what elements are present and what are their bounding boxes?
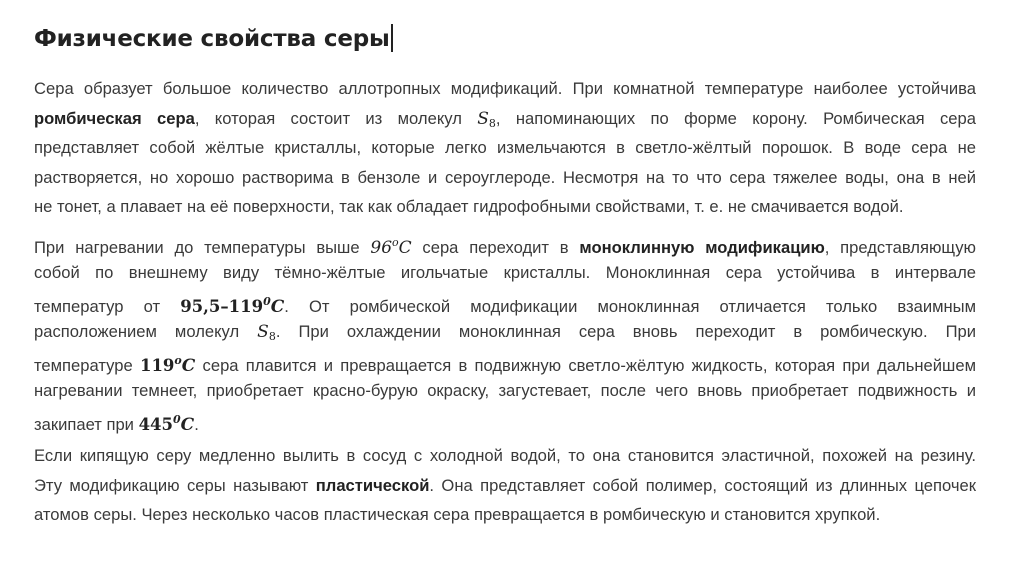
p3-line-2: Эту модификацию серы называют пластической. Она представляет собой полимер, состоящий из длинных цепочек xyxy=(34,475,976,495)
p1-line-4: растворяется, но хорошо растворима в бензоле и сероуглероде. Несмотря на то что сера тяжелее воды, она в ней xyxy=(34,167,976,187)
p3-line-1: Если кипящую серу медленно вылить в сосуд с холодной водой, то она становится эластичной, похожей на резину. xyxy=(34,446,976,465)
p2-line-2: собой по внешнему виду тёмно-жёлтые игольчатые кристаллы. Моноклинная сера устойчива в интервале xyxy=(34,262,976,282)
formula-s8: $S_8$ xyxy=(477,108,496,130)
p1-line-3: представляет собой жёлтые кристаллы, которые легко измельчаются в светло-жёлтый порошок. В воде сера не xyxy=(34,138,976,157)
page-title xyxy=(34,24,393,52)
p1-line-2: ромбическая сера, которая состоит из молекул $S_8$, напоминающих по форме корону. Ромбическая сера xyxy=(34,108,976,130)
p2-line-7: закипает при $445^0C$. xyxy=(34,413,199,435)
formula-s8: $S_8$ xyxy=(257,321,276,343)
title-text: Физические свойства серы xyxy=(34,26,390,52)
p3-line-3: атомов серы. Через несколько часов пластическая сера превращается в ромбическую и становится хрупкой. xyxy=(34,505,881,524)
term-plastic: пластической xyxy=(315,475,430,495)
p2-line-6: нагревании темнеет, приобретает красно-бурую окраску, загустевает, после чего вновь приобретает подвижность и xyxy=(34,380,976,400)
p2-line-5: температуре 119$^o$C сера плавится и превращается в подвижную светло-жёлтую жидкость, которая при дальнейшем xyxy=(34,354,976,376)
p2-line-3: температур от $95,5-119^0C$. От ромбической модификации моноклинная отличается только взаимным xyxy=(34,295,977,317)
p2-line-1: При нагревании до температуры выше 96$^o$C сера переходит в моноклинную модификацию, представляющую xyxy=(34,236,976,258)
temp-119: 119$^o$C xyxy=(139,354,196,376)
temp-96: 96$^o$C xyxy=(370,236,412,258)
paragraph-monoclinic xyxy=(34,228,976,435)
term-monoclinic: моноклинную модификацию xyxy=(579,238,825,257)
temp-range: $95,5-119^0C$ xyxy=(180,295,285,317)
paragraph-allotropes xyxy=(34,74,976,222)
p1-line-1: Сера образует большое количество аллотропных модификаций. При комнатной температуре наиболее устойчива xyxy=(34,79,976,98)
temp-445: $445^0C$ xyxy=(138,413,195,435)
p2-line-4: расположением молекул $S_8$. При охлаждении моноклинная сера вновь переходит в ромбическую. При xyxy=(34,321,976,343)
p1-line-5: не тонет, а плавает на её поверхности, так как обладает гидрофобными свойствами, т. е. не смачивается водой. xyxy=(34,197,904,216)
paragraph-plastic xyxy=(34,441,976,530)
term-rhombic-sulfur: ромбическая сера xyxy=(34,108,195,128)
text-cursor xyxy=(391,24,393,52)
